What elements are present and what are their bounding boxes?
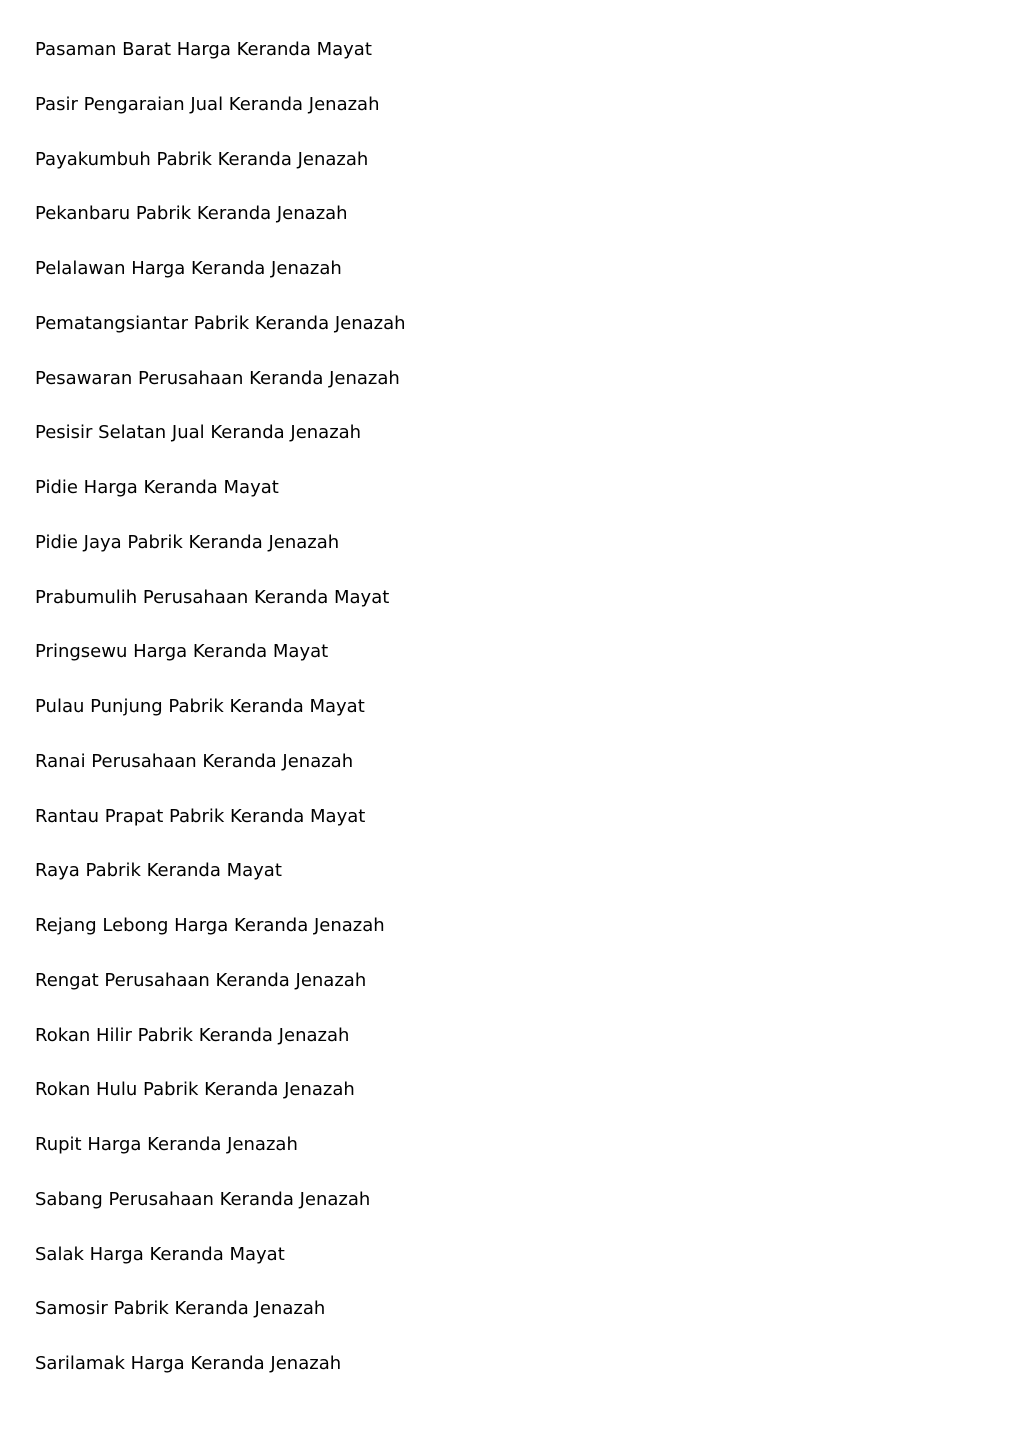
list-item: Rupit Harga Keranda Jenazah [35,1134,298,1155]
list-item: Rengat Perusahaan Keranda Jenazah [35,969,367,991]
list-item: Rantau Prapat Pabrik Keranda Mayat [35,805,366,827]
list-item: Pematangsiantar Pabrik Keranda Jenazah [35,312,406,334]
list-item: Prabumulih Perusahaan Keranda Mayat [35,586,390,608]
list-item: Ranai Perusahaan Keranda Jenazah [35,750,354,772]
list-item: Pesisir Selatan Jual Keranda Jenazah [35,422,362,444]
list-item: Salak Harga Keranda Mayat [35,1243,285,1265]
list-item: Pidie Jaya Pabrik Keranda Jenazah [35,531,340,553]
list-item: Sabang Perusahaan Keranda Jenazah [35,1188,371,1210]
list-item: Raya Pabrik Keranda Mayat [35,860,282,882]
list-item: Rokan Hulu Pabrik Keranda Jenazah [35,1079,355,1101]
list-item: Pulau Punjung Pabrik Keranda Mayat [35,696,365,717]
list-item: Rokan Hilir Pabrik Keranda Jenazah [35,1024,350,1046]
list-item: Payakumbuh Pabrik Keranda Jenazah [35,148,369,170]
list-item: Pesawaran Perusahaan Keranda Jenazah [35,367,400,389]
list-item: Pidie Harga Keranda Mayat [35,477,279,498]
list-item: Pasaman Barat Harga Keranda Mayat [35,39,372,60]
keyword-list [35,37,406,1406]
list-item: Pasir Pengaraian Jual Keranda Jenazah [35,93,380,115]
list-item: Pekanbaru Pabrik Keranda Jenazah [35,203,348,225]
list-item: Samosir Pabrik Keranda Jenazah [35,1298,326,1320]
list-item: Rejang Lebong Harga Keranda Jenazah [35,915,385,936]
list-item: Sarilamak Harga Keranda Jenazah [35,1353,342,1374]
list-item: Pringsewu Harga Keranda Mayat [35,641,329,663]
list-item: Pelalawan Harga Keranda Jenazah [35,258,342,279]
